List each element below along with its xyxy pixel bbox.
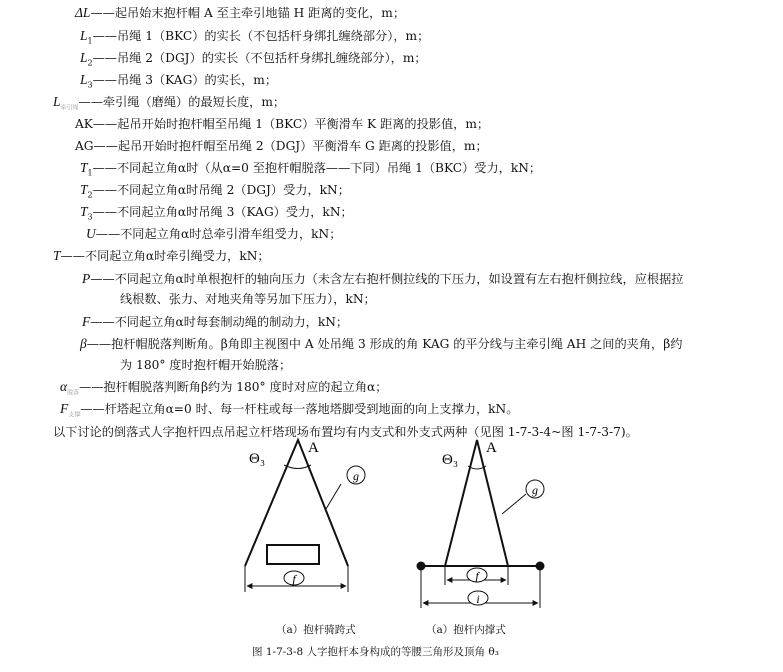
- left-base-block: [267, 545, 319, 564]
- left-label-A: A: [308, 440, 319, 456]
- right-label-i: i: [476, 592, 480, 606]
- right-label-f: f: [475, 569, 479, 583]
- intro-paragraph: 以下讨论的倒落式人字抱杆四点吊起立杆塔现场布置均有内支式和外支式两种（见图 1-7-3-4~图 1-7-3-7)。: [53, 425, 638, 439]
- def-T3: $T_3——$不同起立角α时吊绳 3（KAG）受力，kN；: [80, 204, 353, 222]
- right-label-theta: Θ₃: [442, 452, 459, 468]
- caption-left: （a）抱杆骑跨式: [276, 624, 356, 636]
- right-label-g: g: [532, 483, 538, 497]
- caption-right: （a）抱杆内撑式: [426, 624, 506, 636]
- def-P-cont: 线根数、张力、对地夹角等另加下压力），kN；: [120, 292, 376, 306]
- def-beta: β——抱杆帽脱落判断角。β角即主视图中 A 处吊绳 3 形成的角 KAG 的平分线与主牵引绳 AH 之间的夹角，β约: [80, 336, 683, 351]
- def-L-traction: $L_{牵引绳}——$牵引绳（磨绳）的最短长度，m；: [53, 94, 286, 112]
- right-left-anchor: [417, 562, 426, 571]
- right-right-anchor: [536, 562, 545, 571]
- left-label-theta: Θ₃: [249, 451, 266, 467]
- figure-caption: 图 1-7-3-8 人字抱杆本身构成的等腰三角形及顶角 θ₃: [252, 646, 499, 658]
- def-delta-L: ΔL——起吊始末抱杆帽 A 至主牵引地锚 H 距离的变化，m；: [75, 5, 406, 20]
- def-alpha: $\alpha_{脱落}——$抱杆帽脱落判断角β约为 180° 度时对应的起立角α；: [60, 379, 388, 397]
- def-P: P——不同起立角α时单根抱杆的轴向压力（未含左右抱杆侧拉线的下压力，如设置有左右抱杆侧拉线，应根据拉: [82, 271, 684, 286]
- right-label-A: A: [486, 440, 497, 456]
- figure-left: [245, 440, 365, 592]
- def-L2: $L_2——$吊绳 2（DGJ）的实长（不包括杆身绑扎缠绕部分），m；: [80, 50, 427, 68]
- def-AG: AG——起吊开始时抱杆帽至吊绳 2（DGJ）平衡滑车 G 距离的投影值，m；: [75, 139, 488, 153]
- left-label-f: f: [292, 572, 296, 586]
- def-U: U——不同起立角α时总牵引滑车组受力，kN；: [86, 226, 342, 241]
- def-AK: AK——起吊开始时抱杆帽至吊绳 1（BKC）平衡滑车 K 距离的投影值，m；: [75, 117, 490, 131]
- figure-right: [417, 440, 545, 608]
- def-beta-cont: 为 180° 度时抱杆帽开始脱落；: [120, 358, 292, 372]
- def-F-support: $F_{支撑}——$杆塔起立角α=0 时、每一杆柱或每一落地塔脚受到地面的向上支撑力，kN。: [60, 401, 519, 419]
- def-T2: $T_2——$不同起立角α时吊绳 2（DGJ）受力，kN；: [80, 182, 350, 200]
- def-L1: $L_1——$吊绳 1（BKC）的实长（不包括杆身绑扎缠绕部分），m；: [80, 28, 430, 46]
- def-F-brake: F——不同起立角α时每套制动绳的制动力，kN；: [82, 314, 349, 329]
- def-T1: $T_1——$不同起立角α时（从α=0 至抱杆帽脱落——下同）吊绳 1（BKC）受力，kN；: [80, 160, 542, 178]
- def-L3: $L_3——$吊绳 3（KAG）的实长，m；: [80, 72, 278, 90]
- left-label-g: g: [353, 469, 359, 483]
- def-T: T——不同起立角α时牵引绳受力，kN；: [53, 248, 270, 263]
